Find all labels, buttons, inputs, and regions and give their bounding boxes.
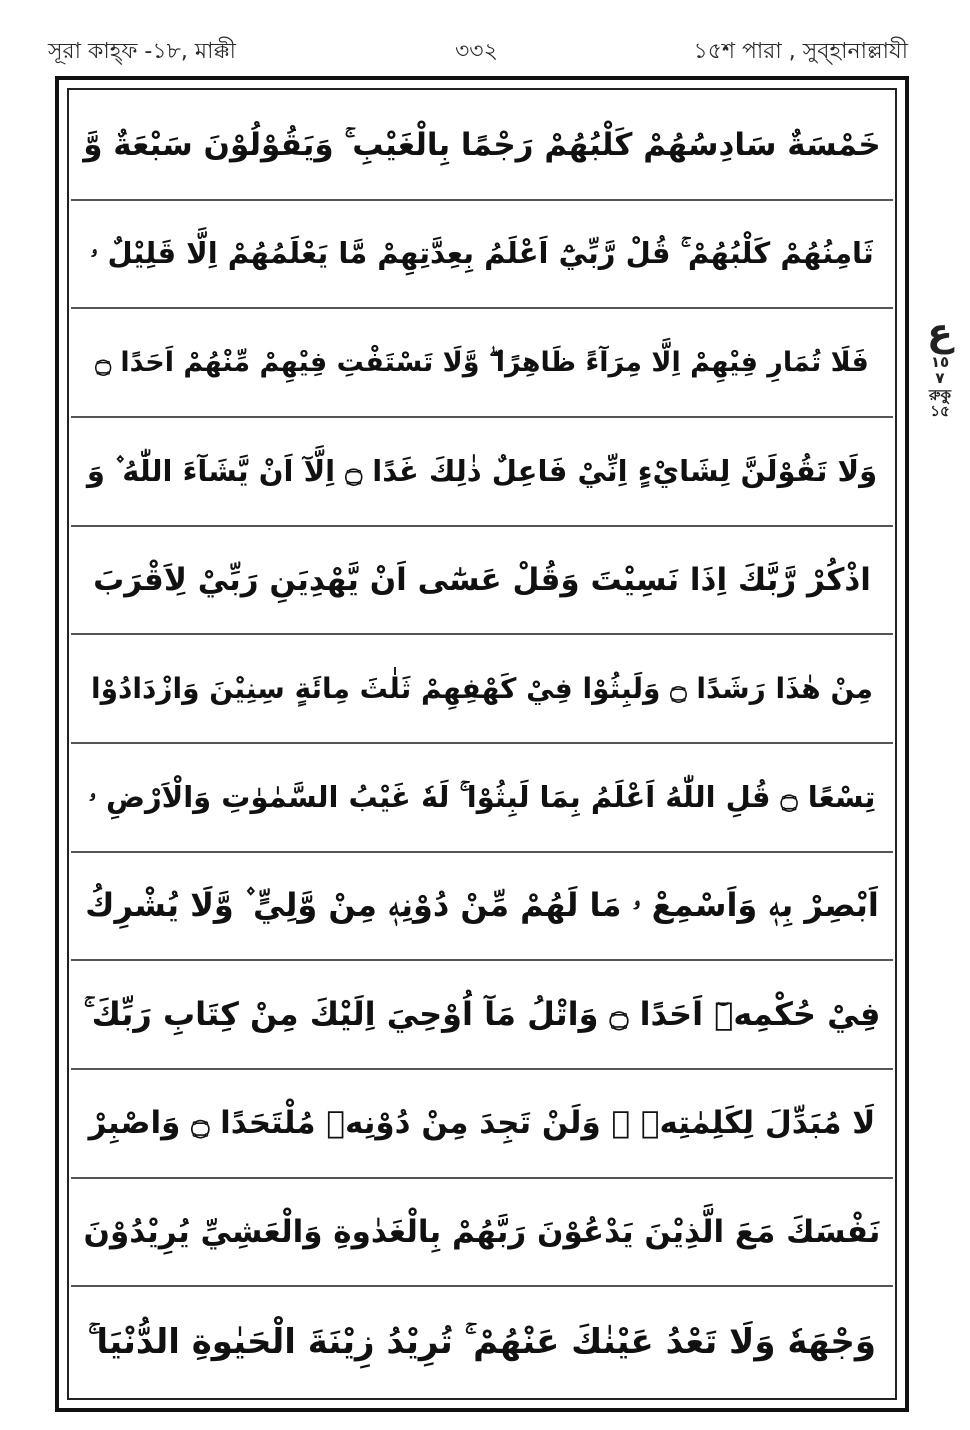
ruku-number: ١٥: [930, 352, 950, 371]
text-line-5: [71, 527, 893, 636]
line-text: اَبْصِرْ بِهٖ وَاَسْمِعْ ۥ مَا لَهُمْ مِّنْ دُوْنِهٖ مِنْ وَّلِيٍّ ۫ وَّلَا يُشْرِكُ: [85, 886, 879, 925]
line-text: وَلَا تَقُوْلَنَّ لِشَايْءٍ اِنِّيْ فَاعِلٌ ذٰلِكَ غَدًا ۝ اِلَّآ اَنْ يَّشَآءَ اللّٰهُ ۫ وَ: [86, 453, 878, 488]
quran-text-block: [71, 92, 893, 1396]
line-text: لَا مُبَدِّلَ لِكَلِمٰتِهٖ ۚ وَلَنْ تَجِدَ مِنْ دُوْنِهٖ مُلْتَحَدًا ۝ وَاصْبِرْ: [88, 1105, 876, 1142]
line-text: خَمْسَةٌ سَادِسُهُمْ كَلْبُهُمْ رَجْمًا بِالْغَيْبِ ۚ وَيَقُوْلُوْنَ سَبْعَةٌ وَّ: [83, 126, 881, 163]
text-line-10: [71, 1070, 893, 1179]
text-line-6: [71, 635, 893, 744]
text-line-7: [71, 744, 893, 853]
line-text: تِسْعًا ۝ قُلِ اللّٰهُ اَعْلَمُ بِمَا لَبِثُوْا ۚ لَهٗ غَيْبُ السَّمٰوٰتِ وَالْاَرْضِ ۥ: [88, 779, 876, 814]
line-text: نَفْسَكَ مَعَ الَّذِيْنَ يَدْعُوْنَ رَبَّهُمْ بِالْغَدٰوةِ وَالْعَشِيِّ يُرِيْدُوْنَ: [83, 1213, 881, 1250]
line-text: فِيْ حُكْمِهٖٓ اَحَدًا ۝ وَاتْلُ مَآ اُوْحِيَ اِلَيْكَ مِنْ كِتَابِ رَبِّكَ ۚ: [83, 995, 881, 1034]
text-line-3: [71, 309, 893, 418]
page-number: ৩৩২: [455, 39, 498, 64]
page-header: [0, 30, 970, 70]
text-line-11: [71, 1179, 893, 1288]
ruku-marker: [918, 312, 962, 502]
line-text: اذْكُرْ رَّبَّكَ اِذَا نَسِيْتَ وَقُلْ عَسٰٓى اَنْ يَّهْدِيَنِ رَبِّيْ لِاَقْرَبَ: [93, 561, 871, 598]
line-text: ثَامِنُهُمْ كَلْبُهُمْ ۚ قُلْ رَّبِّيْٓ اَعْلَمُ بِعِدَّتِهِمْ مَّا يَعْلَمُهُمْ اِلَّا قَلِيْلٌ ۥ: [90, 236, 874, 271]
ruku-label: রুকু: [928, 385, 951, 404]
line-text: وَجْهَهٗ وَلَا تَعْدُ عَيْنٰكَ عَنْهُمْ ۚ تُرِيْدُ زِيْنَةَ الْحَيٰوةِ الدُّنْيَا ۚ: [87, 1321, 877, 1362]
line-text: فَلَا تُمَارِ فِيْهِمْ اِلَّا مِرَآءً ظَاهِرًا ۖ وَّلَا تَسْتَفْتِ فِيْهِمْ مِّنْهُمْ اَحَدًا ۝: [95, 346, 869, 378]
line-text: مِنْ هٰذَا رَشَدًا ۝ وَلَبِثُوْا فِيْ كَهْفِهِمْ ثَلٰثَ مِائَةٍ سِنِيْنَ وَازْدَادُوْا: [91, 672, 873, 706]
surah-info: সূরা কাহ্‌ফ -১৮, মাক্কী: [48, 39, 236, 64]
para-info: ১৫শ পারা , সুব্‌হানাল্লাযী: [693, 39, 908, 64]
text-line-9: [71, 961, 893, 1070]
text-line-2: [71, 201, 893, 310]
text-line-4: [71, 418, 893, 527]
text-line-1: [71, 92, 893, 201]
ruku-ain-symbol: ع: [927, 310, 953, 354]
ruku-count: ٧: [935, 369, 945, 388]
text-line-12: [71, 1287, 893, 1396]
ruku-number-bengali: ১৫: [930, 402, 950, 421]
text-line-8: [71, 853, 893, 962]
